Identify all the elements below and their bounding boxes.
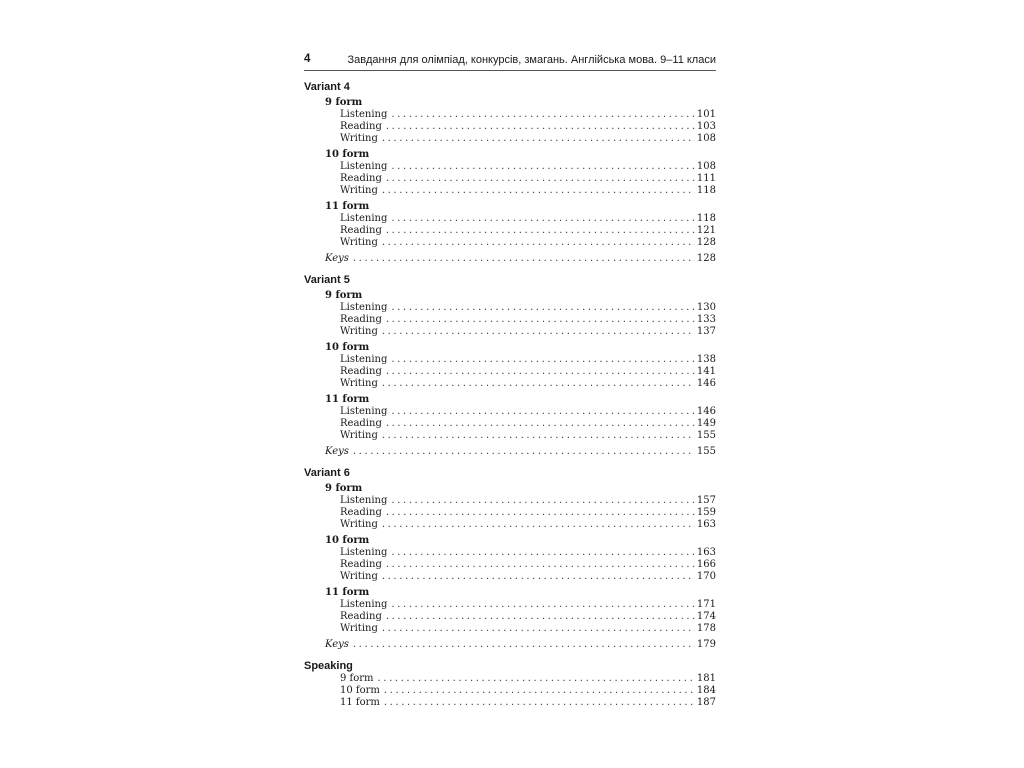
toc-entry-label: Reading <box>340 225 382 236</box>
toc-entry-label: Reading <box>340 418 382 429</box>
toc-entry <box>340 547 716 559</box>
toc-entry-page: 178 <box>696 623 716 634</box>
dot-leader <box>382 326 695 338</box>
toc-entry-page: 133 <box>696 314 716 325</box>
toc-entry-page: 187 <box>696 697 716 708</box>
dot-leader <box>378 673 695 685</box>
variant-section <box>304 466 716 651</box>
toc-entry <box>340 697 716 709</box>
toc-entry <box>340 225 716 237</box>
toc-entry-label: Reading <box>340 366 382 377</box>
dot-leader <box>382 133 695 145</box>
toc-entry-page: 146 <box>696 378 716 389</box>
toc-entry <box>340 507 716 519</box>
toc-entry <box>340 173 716 185</box>
toc-entry <box>340 430 716 442</box>
toc-entry-page: 121 <box>696 225 716 236</box>
toc-entry-label: Writing <box>340 326 378 337</box>
form-title: 9 form <box>325 97 363 108</box>
dot-leader <box>386 314 695 326</box>
toc-entry <box>340 495 716 507</box>
toc-entry-label: Listening <box>340 109 388 120</box>
contents-page <box>304 52 716 709</box>
keys-entry <box>325 446 716 458</box>
toc-entry-page: 101 <box>696 109 716 120</box>
form-title: 9 form <box>325 290 363 301</box>
toc-entry <box>340 314 716 326</box>
keys-entry <box>325 639 716 651</box>
toc-entry-page: 146 <box>696 406 716 417</box>
toc-entry-label: Reading <box>340 611 382 622</box>
dot-leader <box>382 185 695 197</box>
dot-leader <box>391 354 695 366</box>
toc-entry <box>340 406 716 418</box>
toc-entry <box>340 213 716 225</box>
toc-entry <box>340 623 716 635</box>
toc-entry <box>340 161 716 173</box>
dot-leader <box>386 121 695 133</box>
toc-entry-page: 174 <box>696 611 716 622</box>
toc-entry-label: Listening <box>340 354 388 365</box>
keys-label: Keys <box>325 639 349 650</box>
toc-entry <box>340 237 716 249</box>
toc-entry-label: Writing <box>340 519 378 530</box>
toc-entry-label: Writing <box>340 623 378 634</box>
toc-entry <box>340 559 716 571</box>
toc-entry-label: Writing <box>340 185 378 196</box>
toc-entry <box>340 109 716 121</box>
speaking-section <box>304 659 716 709</box>
toc-entry-page: 159 <box>696 507 716 518</box>
toc-entry-label: Reading <box>340 314 382 325</box>
toc-entry-label: Listening <box>340 302 388 313</box>
toc-entry-label: 10 form <box>340 685 380 696</box>
toc-entry <box>340 673 716 685</box>
form-title: 10 form <box>325 535 370 546</box>
dot-leader <box>386 418 695 430</box>
dot-leader <box>386 173 695 185</box>
toc-entry-page: 108 <box>696 161 716 172</box>
toc-entry-label: Listening <box>340 495 388 506</box>
dot-leader <box>391 599 695 611</box>
toc-entry-label: Writing <box>340 237 378 248</box>
toc-entry-page: 170 <box>696 571 716 582</box>
toc-entry <box>340 133 716 145</box>
toc-entry-label: Reading <box>340 121 382 132</box>
toc-entry <box>340 185 716 197</box>
running-title: Завдання для олімпіад, конкурсів, змагань. Англійська мова. 9–11 класи <box>347 54 716 66</box>
toc-entry-page: 138 <box>696 354 716 365</box>
toc-entry-page: 130 <box>696 302 716 313</box>
dot-leader <box>353 639 695 651</box>
variant-section <box>304 273 716 458</box>
toc-entry-page: 184 <box>696 685 716 696</box>
toc-entry-page: 163 <box>696 519 716 530</box>
dot-leader <box>386 507 695 519</box>
toc-entry <box>340 519 716 531</box>
dot-leader <box>391 161 695 173</box>
toc-entry <box>340 302 716 314</box>
dot-leader <box>391 495 695 507</box>
dot-leader <box>382 623 695 635</box>
toc-entry-page: 128 <box>696 237 716 248</box>
variant-title: Variant 5 <box>304 274 350 286</box>
dot-leader <box>382 378 695 390</box>
toc-entry-label: Writing <box>340 571 378 582</box>
keys-label: Keys <box>325 253 349 264</box>
toc-entry-label: Listening <box>340 547 388 558</box>
toc-entry-page: 118 <box>696 185 716 196</box>
toc-entry-label: Writing <box>340 378 378 389</box>
dot-leader <box>391 547 695 559</box>
toc-entry-page: 137 <box>696 326 716 337</box>
toc-entry-page: 103 <box>696 121 716 132</box>
form-title: 10 form <box>325 149 370 160</box>
form-title: 11 form <box>325 394 370 405</box>
toc-entry-page: 155 <box>696 430 716 441</box>
toc-entry <box>340 121 716 133</box>
toc-entry-page: 108 <box>696 133 716 144</box>
page-number: 4 <box>304 53 311 65</box>
toc-entry-page: 163 <box>696 547 716 558</box>
toc-entry-label: 9 form <box>340 673 374 684</box>
dot-leader <box>384 685 695 697</box>
toc-entry-page: 149 <box>696 418 716 429</box>
dot-leader <box>391 109 695 121</box>
dot-leader <box>382 237 695 249</box>
dot-leader <box>386 225 695 237</box>
variant-title: Variant 6 <box>304 467 350 479</box>
keys-entry <box>325 253 716 265</box>
form-title: 10 form <box>325 342 370 353</box>
dot-leader <box>353 446 695 458</box>
toc-entry <box>340 685 716 697</box>
dot-leader <box>391 213 695 225</box>
dot-leader <box>382 519 695 531</box>
toc-entry-page: 166 <box>696 559 716 570</box>
toc-entry-label: Reading <box>340 559 382 570</box>
dot-leader <box>382 430 695 442</box>
dot-leader <box>386 559 695 571</box>
keys-label: Keys <box>325 446 349 457</box>
form-title: 9 form <box>325 483 363 494</box>
keys-page: 155 <box>696 446 716 457</box>
dot-leader <box>386 366 695 378</box>
keys-page: 179 <box>696 639 716 650</box>
toc-entry-label: Writing <box>340 133 378 144</box>
dot-leader <box>386 611 695 623</box>
dot-leader <box>382 571 695 583</box>
toc-entry-label: Listening <box>340 599 388 610</box>
toc-entry-page: 111 <box>696 173 716 184</box>
variant-title: Variant 4 <box>304 81 350 93</box>
dot-leader <box>391 302 695 314</box>
toc-entry-label: 11 form <box>340 697 380 708</box>
toc-entry-label: Reading <box>340 507 382 518</box>
toc-entry <box>340 571 716 583</box>
dot-leader <box>391 406 695 418</box>
toc-entry <box>340 611 716 623</box>
toc-entry-label: Listening <box>340 213 388 224</box>
form-title: 11 form <box>325 587 370 598</box>
page-header <box>304 52 716 71</box>
form-title: 11 form <box>325 201 370 212</box>
speaking-title: Speaking <box>304 660 353 672</box>
toc-entry-page: 171 <box>696 599 716 610</box>
toc-entry-page: 181 <box>696 673 716 684</box>
toc-entry-page: 157 <box>696 495 716 506</box>
toc-entry <box>340 378 716 390</box>
dot-leader <box>384 697 695 709</box>
toc-entry <box>340 599 716 611</box>
toc-entry-page: 118 <box>696 213 716 224</box>
toc-entry-label: Listening <box>340 161 388 172</box>
toc-entry <box>340 354 716 366</box>
dot-leader <box>353 253 695 265</box>
toc-entry-label: Reading <box>340 173 382 184</box>
keys-page: 128 <box>696 253 716 264</box>
toc-entry-page: 141 <box>696 366 716 377</box>
toc-entry-label: Listening <box>340 406 388 417</box>
toc-entry <box>340 418 716 430</box>
variant-section <box>304 80 716 265</box>
toc-entry <box>340 366 716 378</box>
toc-entry <box>340 326 716 338</box>
toc-entry-label: Writing <box>340 430 378 441</box>
